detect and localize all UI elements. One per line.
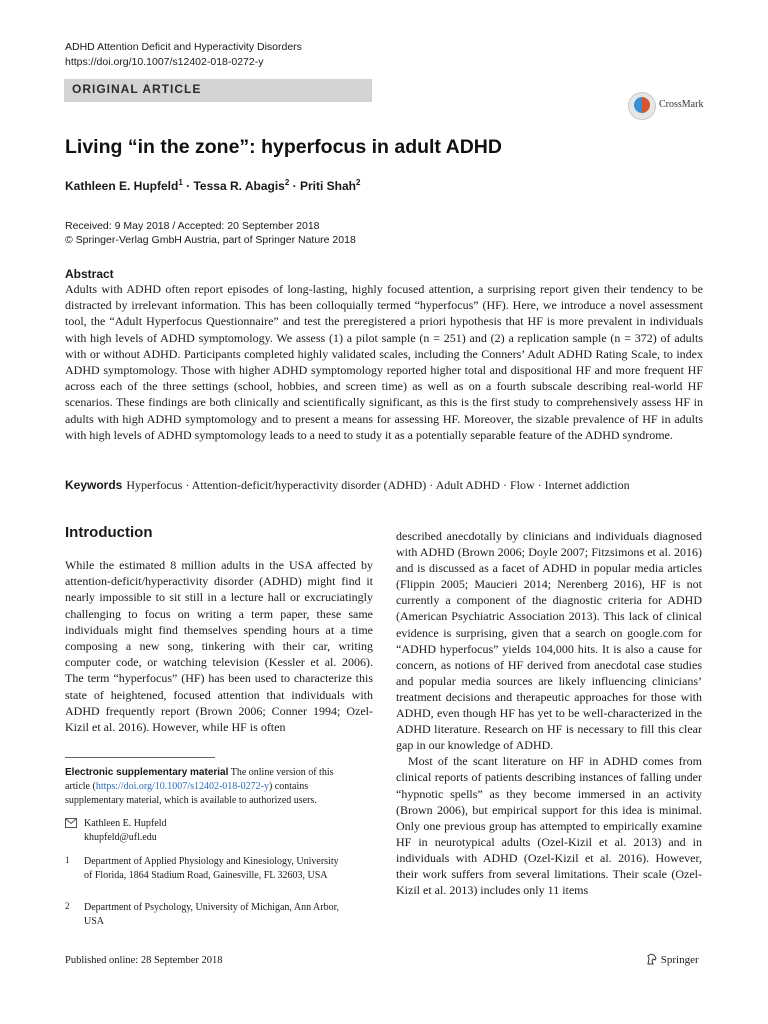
affiliation-1: Department of Applied Physiology and Kinesiology, University of Florida, 1864 Stadium Road, Gainesville, FL 32603, USA: [84, 856, 339, 881]
published-date: Published online: 28 September 2018: [65, 955, 223, 966]
abstract-text: Adults with ADHD often report episodes of long-lasting, highly focused attention, a surprising report given their tendency to be distracted by irrelevant information. This has been colloquially termed “hyperfocus” (HF). Here, we introduce a novel assessment tool, the “Adult Hyperfocus Questionnaire” and test the preregistered a priori hypothesis that HF is more prevalent in individuals with high levels of ADHD symptomology. We assess (1) a pilot sample (n = 251) and (2) a replication sample (n = 372) of adults with or without ADHD. Participants completed highly validated scales, including the Conners’ Adult ADHD Rating Scale, to index ADHD symptomology. Those with higher ADHD symptomology reported higher total and dispositional HF and more frequent HF across each of the three settings (school, hobbies, and screen time) as well as on a fourth subscale describing real-world HF scenarios. These findings are both clinically and scientifically significant, as this is the first study to comprehensively assess HF in adults with high ADHD symptomology and to present a means for assessing HF. Moreover, the sizable prevalence of HF in adults with high levels of ADHD symptomology leads to a need to study it as a potentially separable feature of the ADHD syndrome.: [65, 282, 703, 442]
springer-horse-icon: [646, 953, 658, 965]
journal-name: ADHD Attention Deficit and Hyperactivity Disorders: [65, 41, 302, 53]
section-banner: [64, 79, 372, 102]
crossmark-badge[interactable]: [628, 92, 738, 122]
envelope-icon: [65, 818, 77, 833]
publisher-logo: [646, 953, 699, 966]
author-affiliation: 2: [356, 178, 361, 187]
author-affiliation: 2: [284, 178, 290, 187]
intro-paragraph: described anecdotally by clinicians and individuals diagnosed with ADHD (Brown 2006; Doyle 2007; Fitzsimons et al. 2016) and is discussed as a facet of ADHD in popular media articles (Flippin 2005; Maucieri 2014; Nerenberg 2016), HF is not currently a component of the diagnostic criteria for ADHD (American Psychiatric Association 2013). This lack of clinical evidence is surprising, given that a search on google.com for “ADHD hyperfocus” yields 104,000 hits. It is also a cause for concern, as notions of HF derived from anecdotal case studies and popular media sources are likely influencing clinicians’ treatment decisions and therapeutic approaches for those with ADHD, even though HF has yet to be well-characterized in the ADHD literature. Research on HF is necessary to fill this clear gap in our knowledge of ADHD.: [396, 529, 702, 753]
intro-column-left: While the estimated 8 million adults in the USA affected by attention-deficit/hyperactivity disorder (ADHD) might find it nearly impossible to sit still in a lecture hall or excruciatingly challenging to focus on writing a term paper, these same individuals might find themselves spending hours at a time composing a new song, tinkering with their car, writing computer code, or watching television (Kessler et al. 2006). The term “hyperfocus” (HF) has been used to characterize this state of heightened, focused attention that individuals with ADHD frequently report (Brown 2006; Conner 1994; Ozel-Kizil et al. 2016). However, while HF is often: [65, 558, 373, 735]
intro-paragraph: Most of the scant literature on HF in ADHD comes from clinical reports of patients describing instances of falling under “hypnotic spells” as they become immersed in an activity (Brown 2006), but empirical support for this idea is minimal. Only one previous group has attempted to empirically examine HF in neurotypical adults (Ozel-Kizil et al. 2013) and in individuals with ADHD (Ozel-Kizil et al. 2016). However, their work suffers from several limitations. Their scale (Ozel-Kizil et al. 2013) includes only 11 items: [396, 754, 702, 898]
author-name[interactable]: Tessa R. Abagis: [193, 179, 285, 193]
contact-name: Kathleen E. Hupfeld: [84, 818, 167, 829]
abstract-heading: Abstract: [65, 267, 114, 281]
corresponding-author: [84, 817, 166, 845]
author-name[interactable]: Kathleen E. Hupfeld: [65, 179, 179, 193]
esm-label: Electronic supplementary material: [65, 767, 229, 778]
crossmark-label: CrossMark: [659, 99, 704, 110]
supplementary-note: [65, 766, 345, 808]
keywords-list: Hyperfocus · Attention-deficit/hyperactivity disorder (ADHD) · Adult ADHD · Flow · Internet addiction: [126, 478, 630, 492]
esm-text: ) contains supplementary material, which is available to authorized users.: [65, 781, 317, 806]
affiliation-number: 2: [65, 901, 70, 911]
esm-link[interactable]: https://doi.org/10.1007/s12402-018-0272-y: [95, 781, 269, 792]
keywords: [65, 478, 705, 493]
introduction-heading: Introduction: [65, 524, 153, 541]
footnote-divider: [65, 757, 215, 758]
crossmark-icon: [628, 92, 656, 120]
journal-header: [65, 40, 302, 70]
esm-text: The online version of this article (: [65, 767, 334, 792]
section-label: ORIGINAL ARTICLE: [72, 82, 202, 96]
copyright: © Springer-Verlag GmbH Austria, part of Springer Nature 2018: [65, 234, 356, 246]
received-accepted: Received: 9 May 2018 / Accepted: 20 September 2018: [65, 220, 320, 232]
keywords-label: Keywords: [65, 478, 123, 492]
article-title: Living “in the zone”: hyperfocus in adult ADHD: [65, 136, 502, 158]
author-list: Kathleen E. Hupfeld$^1$ · Tessa R. Abagis$^2$ · Priti Shah$^2$: [65, 178, 361, 193]
intro-column-right: [396, 528, 702, 898]
affiliation-2: Department of Psychology, University of Michigan, Ann Arbor, USA: [84, 902, 340, 927]
publisher-name: Springer: [660, 954, 699, 966]
author-name[interactable]: Priti Shah: [300, 179, 357, 193]
article-dates: [65, 219, 356, 247]
contact-email[interactable]: khupfeld@ufl.edu: [84, 832, 157, 843]
author-affiliation: 1: [178, 178, 183, 187]
doi-link[interactable]: https://doi.org/10.1007/s12402-018-0272-y: [65, 56, 264, 68]
affiliation-number: 1: [65, 855, 70, 865]
